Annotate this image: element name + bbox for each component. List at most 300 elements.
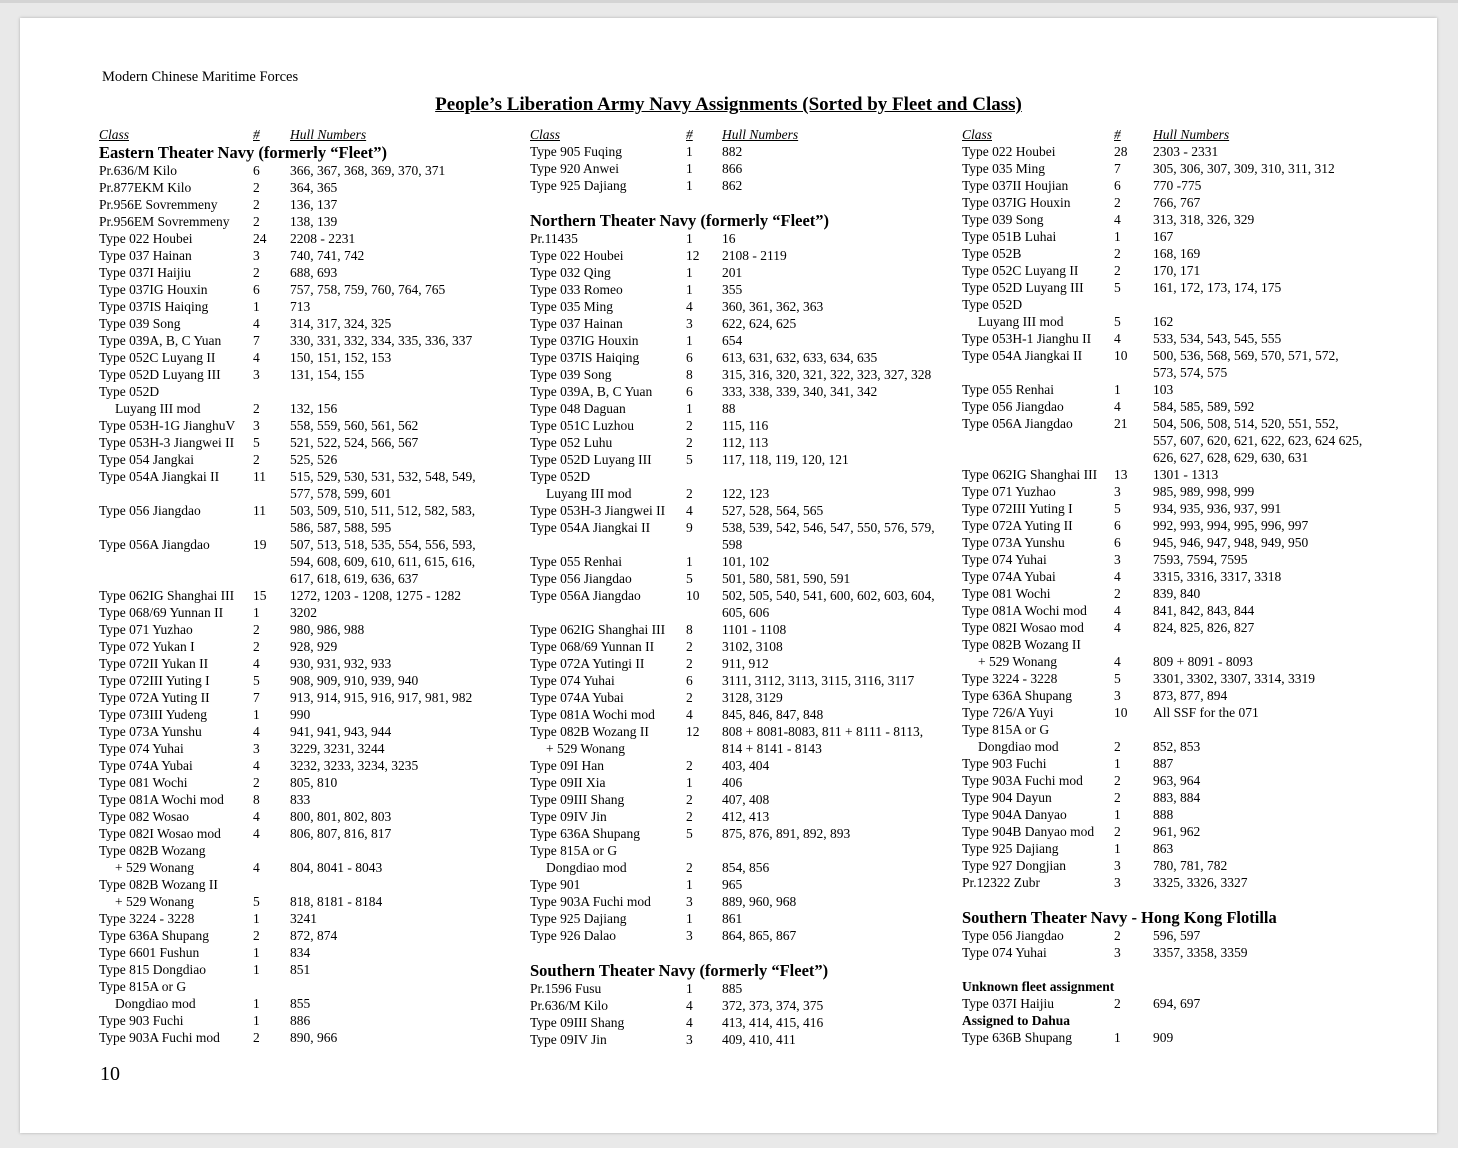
ship-class-row <box>530 366 950 383</box>
hull-numbers: 132, 156 <box>290 401 338 416</box>
ship-count: 2 <box>253 214 260 229</box>
ship-class-row <box>962 551 1402 568</box>
ship-count: 3 <box>686 894 693 909</box>
hull-numbers: 1301 - 1313 <box>1153 467 1219 482</box>
ship-class-name: Luyang III mod <box>546 486 632 501</box>
ship-class-name: + 529 Wonang <box>115 894 195 909</box>
ship-count: 4 <box>1114 212 1121 227</box>
ship-class-row <box>530 672 950 689</box>
hull-numbers: 833 <box>290 792 311 807</box>
ship-class-name: Dongdiao mod <box>978 739 1059 754</box>
hull-numbers: 412, 413 <box>722 809 770 824</box>
ship-class-row <box>530 638 950 655</box>
ship-class-row <box>99 961 519 978</box>
hull-numbers: All SSF for the 071 <box>1153 705 1259 720</box>
ship-count: 5 <box>686 571 693 586</box>
hull-numbers: 934, 935, 936, 937, 991 <box>1153 501 1282 516</box>
ship-class-row <box>99 655 519 672</box>
ship-count: 2 <box>253 452 260 467</box>
hull-numbers: 360, 361, 362, 363 <box>722 299 824 314</box>
ship-class-name: Type 037I Haijiu <box>962 996 1055 1011</box>
ship-class-row <box>962 177 1402 194</box>
count-column-header: # <box>1114 127 1121 142</box>
ship-class-row <box>99 349 519 366</box>
ship-class-row <box>962 995 1402 1012</box>
ship-count: 6 <box>1114 535 1121 550</box>
ship-class-name: Type 056 Jiangdao <box>530 571 632 586</box>
ship-class-name: Type 054A Jiangkai II <box>99 469 220 484</box>
ship-class-row <box>962 789 1402 806</box>
ship-class-name: Type 071 Yuzhao <box>99 622 193 637</box>
hull-numbers: 757, 758, 759, 760, 764, 765 <box>290 282 446 297</box>
ship-class-name: Type 052B <box>962 246 1022 261</box>
ship-count: 2 <box>1114 739 1121 754</box>
ship-count: 4 <box>686 1015 693 1030</box>
hull-numbers: 112, 113 <box>722 435 769 450</box>
hull-numbers: 500, 536, 568, 569, 570, 571, 572, 573, 574, 575 <box>1153 348 1339 380</box>
ship-count: 1 <box>686 877 693 892</box>
ship-class-row <box>530 451 950 468</box>
running-header: Modern Chinese Maritime Forces <box>102 69 299 85</box>
hull-numbers: 694, 697 <box>1153 996 1201 1011</box>
ship-class-name: Type 062IG Shanghai III <box>530 622 666 637</box>
ship-class-name: Type 062IG Shanghai III <box>962 467 1098 482</box>
ship-class-row <box>99 247 519 264</box>
hull-numbers: 845, 846, 847, 848 <box>722 707 824 722</box>
hull-numbers: 138, 139 <box>290 214 338 229</box>
hull-numbers: 824, 825, 826, 827 <box>1153 620 1255 635</box>
page-title: People’s Liberation Army Navy Assignments (Sorted by Fleet and Class) <box>435 94 1022 115</box>
section-spacer <box>962 961 1402 978</box>
ship-count: 6 <box>686 673 693 688</box>
ship-count: 2 <box>253 197 260 212</box>
ship-count: 4 <box>1114 569 1121 584</box>
hull-numbers: 355 <box>722 282 743 297</box>
hull-numbers: 409, 410, 411 <box>722 1032 796 1047</box>
ship-count: 2 <box>686 639 693 654</box>
next-page-edge <box>0 1148 1458 1154</box>
ship-class-row <box>99 638 519 655</box>
hull-numbers: 521, 522, 524, 566, 567 <box>290 435 419 450</box>
ship-count: 6 <box>686 384 693 399</box>
ship-count: 2 <box>686 792 693 807</box>
ship-class-name: Type 903 Fuchi <box>962 756 1047 771</box>
ship-class-row <box>530 383 950 400</box>
hull-numbers: 525, 526 <box>290 452 338 467</box>
count-column-header: # <box>686 127 693 142</box>
ship-class-name: Type 082B Wozang <box>99 843 206 858</box>
ship-count: 5 <box>1114 671 1121 686</box>
ship-class-row <box>99 825 519 842</box>
column-1 <box>99 126 519 1046</box>
ship-class-row <box>99 587 519 604</box>
ship-class-row <box>962 381 1402 398</box>
ship-class-name: Type 022 Houbei <box>99 231 193 246</box>
ship-class-row <box>99 604 519 621</box>
hull-numbers: 862 <box>722 178 743 193</box>
ship-class-row <box>962 143 1402 160</box>
ship-class-name: Type 074A Yubai <box>530 690 624 705</box>
ship-class-row <box>99 417 519 434</box>
ship-class-row <box>962 1029 1402 1046</box>
ship-count: 1 <box>686 144 693 159</box>
ship-class-name: Pr.1596 Fusu <box>530 981 602 996</box>
hull-numbers-column-header: Hull Numbers <box>290 127 367 142</box>
ship-class-row <box>962 755 1402 772</box>
ship-class-name: Pr.636/M Kilo <box>99 163 178 178</box>
ship-count: 2 <box>253 180 260 195</box>
ship-class-row <box>530 980 950 997</box>
ship-count: 24 <box>253 231 267 246</box>
hull-numbers: 162 <box>1153 314 1174 329</box>
ship-class-row <box>962 517 1402 534</box>
ship-class-row <box>962 840 1402 857</box>
ship-class-row <box>962 619 1402 636</box>
ship-class-name: Type 082I Wosao mod <box>962 620 1084 635</box>
ship-class-name: Type 6601 Fushun <box>99 945 200 960</box>
ship-class-row <box>99 621 519 638</box>
ship-class-row <box>962 721 1402 738</box>
ship-class-name: Type 09IV Jin <box>530 809 607 824</box>
ship-count: 4 <box>1114 399 1121 414</box>
ship-class-name: Type 072III Yuting I <box>962 501 1073 516</box>
ship-class-row <box>530 264 950 281</box>
class-column-header: Class <box>530 127 561 142</box>
hull-numbers: 866 <box>722 161 743 176</box>
ship-class-name: Type 052D Luyang III <box>99 367 221 382</box>
ship-class-row <box>962 823 1402 840</box>
ship-class-name: Type 072A Yuting II <box>962 518 1073 533</box>
ship-class-row <box>962 347 1402 381</box>
fleet-section-heading: Southern Theater Navy - Hong Kong Flotilla <box>962 908 1277 927</box>
ship-class-name: Type 905 Fuqing <box>530 144 623 159</box>
ship-count: 3 <box>686 316 693 331</box>
ship-class-name: Type 904B Danyao mod <box>962 824 1095 839</box>
ship-count: 1 <box>1114 229 1121 244</box>
ship-count: 2 <box>686 418 693 433</box>
ship-class-name: Luyang III mod <box>115 401 201 416</box>
ship-class-name: Type 056 Jiangdao <box>962 399 1064 414</box>
class-column-header: Class <box>99 127 130 142</box>
ship-class-name: Type 051B Luhai <box>962 229 1057 244</box>
ship-class-name: Type 815A or G <box>99 979 187 994</box>
ship-class-row <box>530 349 950 366</box>
ship-class-row <box>99 1012 519 1029</box>
ship-class-name: Type 074 Yuhai <box>99 741 184 756</box>
hull-numbers: 854, 856 <box>722 860 770 875</box>
ship-class-row <box>962 738 1402 755</box>
ship-class-row <box>530 177 950 194</box>
ship-count: 2 <box>1114 586 1121 601</box>
hull-numbers: 800, 801, 802, 803 <box>290 809 392 824</box>
ship-count: 2 <box>686 758 693 773</box>
ship-class-name: Pr.877EKM Kilo <box>99 180 192 195</box>
ship-count: 3 <box>1114 688 1121 703</box>
hull-numbers: 713 <box>290 299 311 314</box>
ship-class-name: Type 055 Renhai <box>530 554 623 569</box>
ship-class-name: Type 074A Yubai <box>962 569 1056 584</box>
ship-count: 5 <box>686 452 693 467</box>
ship-count: 11 <box>253 469 266 484</box>
ship-class-row <box>99 298 519 315</box>
hull-numbers: 515, 529, 530, 531, 532, 548, 549, 577, 578, 599, 601 <box>290 469 476 501</box>
ship-class-row <box>99 927 519 944</box>
column-2 <box>530 126 950 1048</box>
ship-class-row <box>530 927 950 944</box>
ship-class-name: Type 074 Yuhai <box>962 552 1047 567</box>
ship-class-row <box>962 330 1402 347</box>
hull-numbers: 908, 909, 910, 939, 940 <box>290 673 419 688</box>
ship-class-row <box>99 706 519 723</box>
ship-class-name: Type 925 Dajiang <box>530 178 627 193</box>
ship-class-row <box>530 143 950 160</box>
ship-count: 28 <box>1114 144 1128 159</box>
ship-class-row <box>99 536 519 587</box>
ship-count: 21 <box>1114 416 1128 431</box>
hull-numbers: 622, 624, 625 <box>722 316 797 331</box>
column-header-row <box>99 126 519 143</box>
hull-numbers: 168, 169 <box>1153 246 1201 261</box>
ship-count: 8 <box>253 792 260 807</box>
ship-class-name: + 529 Wonang <box>546 741 626 756</box>
ship-class-row <box>530 774 950 791</box>
ship-class-name: Type 056 Jiangdao <box>962 928 1064 943</box>
ship-class-name: Type 068/69 Yunnan II <box>530 639 655 654</box>
hull-numbers: 115, 116 <box>722 418 769 433</box>
ship-class-row <box>530 570 950 587</box>
ship-class-name: Type 037IG Houxin <box>962 195 1071 210</box>
ship-class-name: Type 636A Shupang <box>99 928 210 943</box>
ship-count: 10 <box>1114 705 1128 720</box>
ship-count: 4 <box>686 299 693 314</box>
ship-class-row <box>530 621 950 638</box>
hull-numbers: 613, 631, 632, 633, 634, 635 <box>722 350 878 365</box>
ship-class-row <box>530 997 950 1014</box>
ship-count: 1 <box>686 554 693 569</box>
ship-count: 2 <box>253 622 260 637</box>
hull-numbers: 886 <box>290 1013 311 1028</box>
hull-numbers: 913, 914, 915, 916, 917, 981, 982 <box>290 690 473 705</box>
ship-class-name: Type 052D Luyang III <box>962 280 1084 295</box>
hull-numbers: 888 <box>1153 807 1174 822</box>
ship-count: 3 <box>686 928 693 943</box>
hull-numbers: 538, 539, 542, 546, 547, 550, 576, 579, 598 <box>722 520 935 552</box>
ship-count: 5 <box>253 894 260 909</box>
ship-count: 8 <box>686 367 693 382</box>
hull-numbers: 882 <box>722 144 743 159</box>
ship-class-row <box>962 211 1402 228</box>
ship-class-row <box>962 228 1402 245</box>
ship-count: 3 <box>1114 484 1121 499</box>
ship-count: 2 <box>253 775 260 790</box>
ship-class-row <box>99 213 519 230</box>
hull-numbers: 841, 842, 843, 844 <box>1153 603 1255 618</box>
hull-numbers: 503, 509, 510, 511, 512, 582, 583, 586, 587, 588, 595 <box>290 503 476 535</box>
ship-count: 4 <box>253 809 260 824</box>
hull-numbers: 501, 580, 581, 590, 591 <box>722 571 851 586</box>
hull-numbers: 806, 807, 816, 817 <box>290 826 392 841</box>
ship-class-row <box>530 247 950 264</box>
hull-numbers: 372, 373, 374, 375 <box>722 998 824 1013</box>
ship-class-row <box>530 160 950 177</box>
hull-numbers: 3325, 3326, 3327 <box>1153 875 1248 890</box>
ship-class-name: Type 037 Hainan <box>530 316 623 331</box>
ship-class-row <box>530 281 950 298</box>
ship-class-name: Type 3224 - 3228 <box>99 911 195 926</box>
ship-count: 3 <box>1114 875 1121 890</box>
ship-count: 2 <box>1114 263 1121 278</box>
column-header-row <box>530 126 950 143</box>
ship-class-row <box>962 772 1402 789</box>
ship-count: 6 <box>253 282 260 297</box>
ship-class-name: Type 037II Houjian <box>962 178 1069 193</box>
ship-class-name: Type 074 Yuhai <box>962 945 1047 960</box>
ship-class-name: Type 074 Yuhai <box>530 673 615 688</box>
hull-numbers: 770 -775 <box>1153 178 1202 193</box>
ship-class-name: Type 073III Yudeng <box>99 707 208 722</box>
hull-numbers: 131, 154, 155 <box>290 367 365 382</box>
hull-numbers: 945, 946, 947, 948, 949, 950 <box>1153 535 1309 550</box>
hull-numbers: 1101 - 1108 <box>722 622 787 637</box>
ship-class-row <box>962 415 1402 466</box>
ship-class-name: Type 09II Xia <box>530 775 606 790</box>
ship-count: 2 <box>686 435 693 450</box>
hull-numbers: 1272, 1203 - 1208, 1275 - 1282 <box>290 588 461 603</box>
ship-count: 2 <box>1114 246 1121 261</box>
ship-count: 7 <box>1114 161 1121 176</box>
ship-class-name: Type 032 Qing <box>530 265 611 280</box>
hull-numbers: 873, 877, 894 <box>1153 688 1228 703</box>
ship-count: 1 <box>686 401 693 416</box>
ship-count: 3 <box>686 1032 693 1047</box>
ship-class-name: Type 039A, B, C Yuan <box>530 384 653 399</box>
ship-count: 6 <box>1114 518 1121 533</box>
ship-class-name: Type 039 Song <box>962 212 1044 227</box>
ship-count: 4 <box>1114 603 1121 618</box>
ship-count: 15 <box>253 588 267 603</box>
hull-numbers: 688, 693 <box>290 265 338 280</box>
ship-class-row <box>530 519 950 553</box>
hull-numbers: 3232, 3233, 3234, 3235 <box>290 758 419 773</box>
ship-class-name: Type 037IG Houxin <box>530 333 639 348</box>
hull-numbers: 883, 884 <box>1153 790 1201 805</box>
hull-numbers: 928, 929 <box>290 639 338 654</box>
ship-class-name: Type 903A Fuchi mod <box>99 1030 220 1045</box>
hull-numbers: 911, 912 <box>722 656 769 671</box>
ship-class-row <box>962 500 1402 517</box>
ship-count: 4 <box>253 724 260 739</box>
ship-count: 11 <box>253 503 266 518</box>
ship-count: 2 <box>253 1030 260 1045</box>
ship-class-name: Type 815A or G <box>962 722 1050 737</box>
ship-class-name: Type 037IS Haiqing <box>530 350 640 365</box>
hull-numbers: 3128, 3129 <box>722 690 783 705</box>
ship-class-row <box>530 315 950 332</box>
ship-class-row <box>530 1031 950 1048</box>
ship-class-row <box>99 944 519 961</box>
ship-count: 1 <box>1114 841 1121 856</box>
ship-class-name: Type 815 Dongdiao <box>99 962 207 977</box>
ship-count: 2 <box>686 690 693 705</box>
ship-class-row <box>962 466 1402 483</box>
hull-numbers: 150, 151, 152, 153 <box>290 350 392 365</box>
ship-class-name: Type 022 Houbei <box>530 248 624 263</box>
ship-class-name: Type 925 Dajiang <box>962 841 1059 856</box>
ship-class-row <box>962 194 1402 211</box>
ship-count: 10 <box>1114 348 1128 363</box>
hull-numbers: 122, 123 <box>722 486 770 501</box>
ship-class-name: Type 053H-1 Jianghu II <box>962 331 1092 346</box>
hull-numbers: 852, 853 <box>1153 739 1201 754</box>
hull-numbers: 3315, 3316, 3317, 3318 <box>1153 569 1282 584</box>
hull-numbers-column-header: Hull Numbers <box>722 127 799 142</box>
ship-count: 4 <box>253 350 260 365</box>
hull-numbers: 814 + 8141 - 8143 <box>722 741 822 756</box>
ship-class-name: Type 052D Luyang III <box>530 452 652 467</box>
hull-numbers: 834 <box>290 945 311 960</box>
hull-numbers: 805, 810 <box>290 775 338 790</box>
hull-numbers: 167 <box>1153 229 1174 244</box>
ship-class-row <box>530 553 950 570</box>
ship-count: 4 <box>253 826 260 841</box>
ship-class-name: Type 048 Daguan <box>530 401 626 416</box>
ship-class-name: Pr.636/M Kilo <box>530 998 609 1013</box>
ship-class-row <box>99 774 519 791</box>
ship-count: 2 <box>686 860 693 875</box>
ship-class-row <box>962 245 1402 262</box>
hull-numbers: 413, 414, 415, 416 <box>722 1015 824 1030</box>
ship-count: 3 <box>253 248 260 263</box>
hull-numbers: 366, 367, 368, 369, 370, 371 <box>290 163 446 178</box>
ship-count: 1 <box>686 282 693 297</box>
hull-numbers: 333, 338, 339, 340, 341, 342 <box>722 384 878 399</box>
ship-count: 4 <box>686 998 693 1013</box>
hull-numbers: 990 <box>290 707 311 722</box>
ship-class-row <box>99 383 519 400</box>
ship-count: 5 <box>1114 501 1121 516</box>
ship-class-row <box>99 791 519 808</box>
ship-class-name: Type 022 Houbei <box>962 144 1056 159</box>
ship-class-name: Type 726/A Yuyi <box>962 705 1054 720</box>
ship-count: 1 <box>1114 382 1121 397</box>
ship-count: 3 <box>253 741 260 756</box>
hull-numbers: 2108 - 2119 <box>722 248 787 263</box>
ship-class-row <box>99 332 519 349</box>
hull-numbers: 980, 986, 988 <box>290 622 365 637</box>
ship-count: 2 <box>253 265 260 280</box>
ship-class-row <box>99 196 519 213</box>
ship-count: 4 <box>1114 331 1121 346</box>
ship-class-name: Type 035 Ming <box>962 161 1046 176</box>
ship-class-name: + 529 Wonang <box>115 860 195 875</box>
ship-class-name: Type 056A Jiangdao <box>99 537 210 552</box>
ship-class-name: Type 072A Yutingi II <box>530 656 645 671</box>
ship-class-row <box>99 400 519 417</box>
ship-class-row <box>530 842 950 859</box>
ship-class-row <box>962 313 1402 330</box>
ship-class-row <box>530 468 950 485</box>
hull-numbers: 314, 317, 324, 325 <box>290 316 392 331</box>
document-page <box>20 18 1437 1133</box>
ship-class-row <box>962 636 1402 653</box>
ship-class-name: Type 09I Han <box>530 758 605 773</box>
ship-class-row <box>99 995 519 1012</box>
hull-numbers: 161, 172, 173, 174, 175 <box>1153 280 1282 295</box>
ship-class-name: Type 903A Fuchi mod <box>962 773 1083 788</box>
ship-class-name: Type 904A Danyao <box>962 807 1067 822</box>
ship-class-row <box>962 857 1402 874</box>
hull-numbers: 864, 865, 867 <box>722 928 797 943</box>
